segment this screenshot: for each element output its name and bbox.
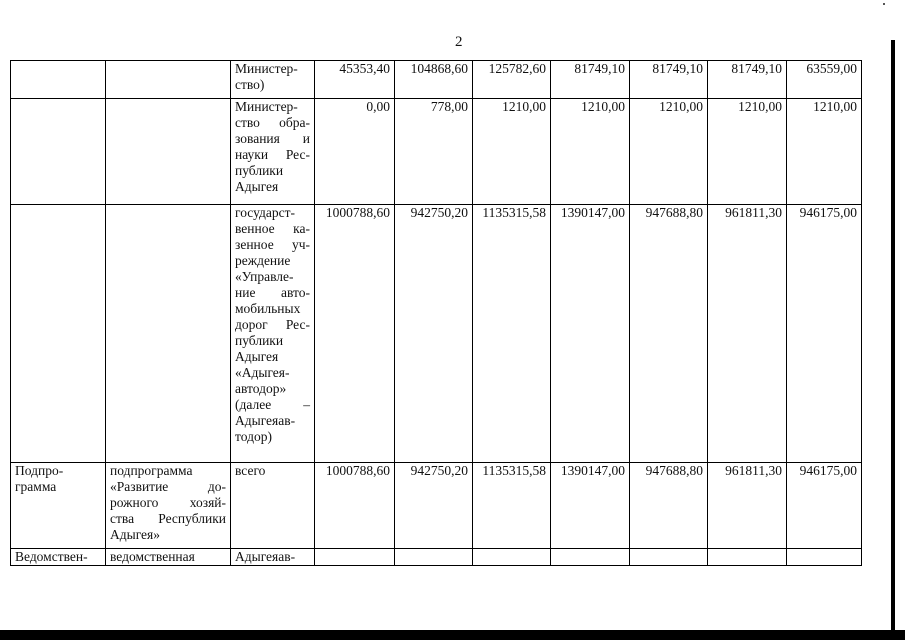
amount-cell: 1390147,00	[551, 205, 630, 463]
amount-cell	[708, 549, 787, 566]
amount-cell: 63559,00	[787, 61, 862, 99]
amount-cell: 942750,20	[395, 205, 473, 463]
amount-cell: 947688,80	[630, 205, 708, 463]
amount-cell: 1135315,58	[473, 205, 551, 463]
amount-cell	[315, 549, 395, 566]
status-cell-line: Подпро-	[15, 463, 64, 478]
program-name-cell-line: подпрограмма	[110, 463, 193, 478]
program-name-cell	[106, 205, 231, 463]
executor-cell	[231, 61, 315, 99]
executor-cell-line: мобильных	[235, 301, 301, 316]
table-row	[11, 99, 862, 205]
table-row	[11, 61, 862, 99]
amount-cell: 961811,30	[708, 463, 787, 549]
table-row	[11, 463, 862, 549]
executor-cell-line: Адыгея	[235, 349, 279, 364]
executor-cell-line: «Управле-	[235, 269, 294, 284]
amount-cell: 1000788,60	[315, 463, 395, 549]
amount-cell: 778,00	[395, 99, 473, 205]
executor-cell-line: «Адыгея-	[235, 365, 290, 380]
executor-cell-line: ство обра-	[235, 115, 310, 130]
amount-cell: 0,00	[315, 99, 395, 205]
status-cell	[11, 99, 106, 205]
executor-cell-line: науки Рес-	[235, 147, 310, 162]
amount-cell: 125782,60	[473, 61, 551, 99]
program-name-cell-line: ства Республики	[110, 511, 226, 526]
program-name-cell-line: «Развитие до-	[110, 479, 226, 494]
executor-cell-line: государст-	[235, 205, 295, 220]
amount-cell: 104868,60	[395, 61, 473, 99]
status-cell	[11, 549, 106, 566]
executor-cell-line: Министер-	[235, 99, 298, 114]
table-row	[11, 205, 862, 463]
executor-cell-line: Министер-	[235, 61, 298, 76]
executor-cell-line: ние авто-	[235, 285, 310, 300]
program-name-cell	[106, 463, 231, 549]
amount-cell: 1210,00	[551, 99, 630, 205]
amount-cell	[787, 549, 862, 566]
status-cell-line: грамма	[15, 479, 57, 494]
amount-cell	[630, 549, 708, 566]
amount-cell: 1210,00	[708, 99, 787, 205]
executor-cell-line: ство)	[235, 77, 265, 92]
status-cell-line: Ведомствен-	[15, 549, 88, 564]
amount-cell: 961811,30	[708, 205, 787, 463]
executor-cell-line: (далее –	[235, 397, 310, 412]
executor-cell-line: тодор)	[235, 429, 272, 444]
executor-cell-line: автодор»	[235, 381, 287, 396]
amount-cell: 946175,00	[787, 205, 862, 463]
scan-border-right	[891, 40, 895, 636]
executor-cell	[231, 463, 315, 549]
program-name-cell-line: Адыгея»	[110, 527, 160, 542]
amount-cell: 1210,00	[630, 99, 708, 205]
amount-cell: 947688,80	[630, 463, 708, 549]
executor-cell-line: публики	[235, 163, 284, 178]
executor-cell-line: Адыгея	[235, 179, 279, 194]
amount-cell: 1135315,58	[473, 463, 551, 549]
program-name-cell	[106, 61, 231, 99]
amount-cell: 81749,10	[630, 61, 708, 99]
status-cell	[11, 463, 106, 549]
program-name-cell	[106, 99, 231, 205]
executor-cell	[231, 205, 315, 463]
executor-cell-line: дорог Рес-	[235, 317, 310, 332]
amount-cell: 942750,20	[395, 463, 473, 549]
amount-cell: 81749,10	[551, 61, 630, 99]
executor-cell-line: венное ка-	[235, 221, 310, 236]
program-name-cell-line: ведомственная	[110, 549, 195, 564]
executor-cell-line: зования и	[235, 131, 310, 146]
executor-cell	[231, 99, 315, 205]
amount-cell	[395, 549, 473, 566]
executor-cell-line: публики	[235, 333, 284, 348]
status-cell	[11, 205, 106, 463]
program-name-cell-line: рожного хозяй-	[110, 495, 226, 510]
budget-table	[10, 60, 862, 566]
scan-border-bottom	[0, 630, 905, 640]
executor-cell-line: зенное уч-	[235, 237, 310, 252]
amount-cell	[551, 549, 630, 566]
executor-cell-line: всего	[235, 463, 266, 478]
amount-cell: 946175,00	[787, 463, 862, 549]
amount-cell: 45353,40	[315, 61, 395, 99]
program-name-cell	[106, 549, 231, 566]
amount-cell	[473, 549, 551, 566]
amount-cell: 81749,10	[708, 61, 787, 99]
table-row	[11, 549, 862, 566]
amount-cell: 1000788,60	[315, 205, 395, 463]
status-cell	[11, 61, 106, 99]
executor-cell-line: Адыгеяав-	[235, 549, 296, 564]
scan-speck	[883, 3, 885, 5]
amount-cell: 1210,00	[787, 99, 862, 205]
executor-cell-line: реждение	[235, 253, 291, 268]
executor-cell	[231, 549, 315, 566]
amount-cell: 1390147,00	[551, 463, 630, 549]
page-number: 2	[455, 34, 463, 50]
executor-cell-line: Адыгеяав-	[235, 413, 296, 428]
amount-cell: 1210,00	[473, 99, 551, 205]
